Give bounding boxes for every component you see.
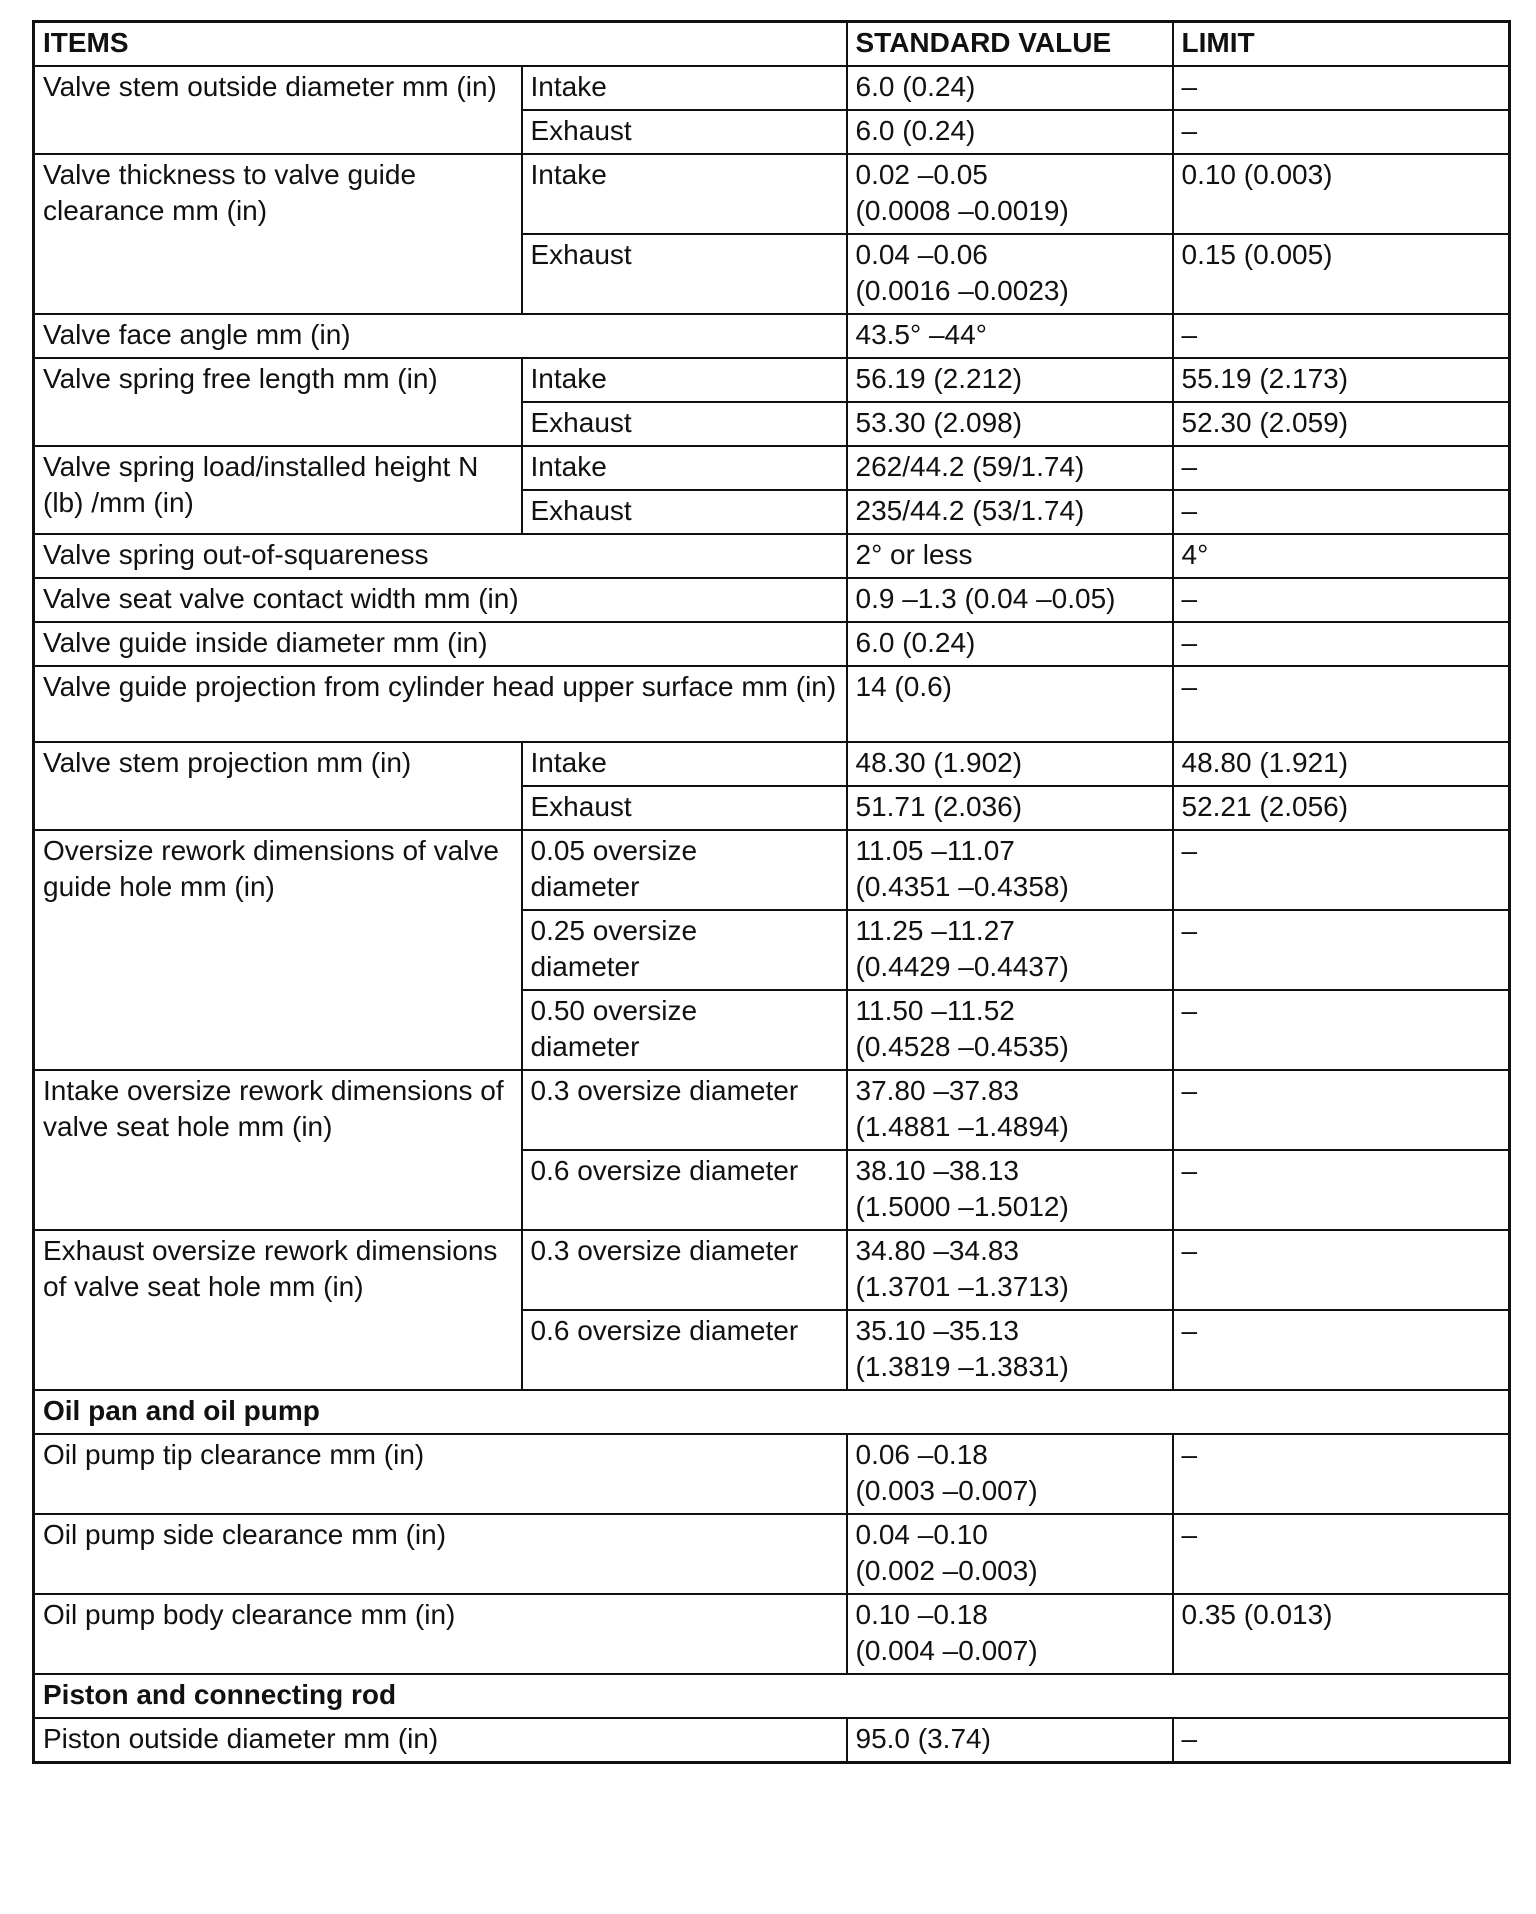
limit-value: 0.35 (0.013) (1173, 1594, 1510, 1674)
sub-item: Exhaust (522, 490, 847, 534)
header-row (34, 22, 1510, 67)
limit-value: – (1173, 446, 1510, 490)
limit-value: – (1173, 1310, 1510, 1390)
limit-value: – (1173, 990, 1510, 1070)
table-row (34, 1434, 1510, 1514)
sub-item: Intake (522, 66, 847, 110)
item-label: Valve spring free length mm (in) (34, 358, 522, 446)
standard-value: 38.10 –38.13 (1.5000 –1.5012) (847, 1150, 1173, 1230)
standard-value: 11.05 –11.07 (0.4351 –0.4358) (847, 830, 1173, 910)
limit-value: 0.10 (0.003) (1173, 154, 1510, 234)
standard-value: 11.50 –11.52 (0.4528 –0.4535) (847, 990, 1173, 1070)
limit-value: – (1173, 490, 1510, 534)
limit-value: – (1173, 314, 1510, 358)
limit-value: – (1173, 1514, 1510, 1594)
item-label: Valve guide projection from cylinder head upper surface mm (in) (34, 666, 847, 742)
limit-value: – (1173, 1070, 1510, 1150)
limit-value: 52.21 (2.056) (1173, 786, 1510, 830)
sub-item: Intake (522, 742, 847, 786)
item-label: Valve spring load/installed height N (lb) /mm (in) (34, 446, 522, 534)
item-label: Valve guide inside diameter mm (in) (34, 622, 847, 666)
table-row (34, 742, 1510, 786)
item-label: Intake oversize rework dimensions of valve seat hole mm (in) (34, 1070, 522, 1230)
limit-value: – (1173, 910, 1510, 990)
sub-item: 0.6 oversize diameter (522, 1150, 847, 1230)
standard-value: 0.10 –0.18 (0.004 –0.007) (847, 1594, 1173, 1674)
standard-value: 0.06 –0.18 (0.003 –0.007) (847, 1434, 1173, 1514)
sub-item: Exhaust (522, 786, 847, 830)
header-limit: LIMIT (1173, 22, 1510, 67)
sub-item: 0.05 oversize diameter (522, 830, 847, 910)
sub-item: Exhaust (522, 110, 847, 154)
limit-value: – (1173, 578, 1510, 622)
limit-value: – (1173, 666, 1510, 742)
table-row (34, 666, 1510, 742)
table-row (34, 1070, 1510, 1150)
limit-value: 4° (1173, 534, 1510, 578)
item-label: Valve stem outside diameter mm (in) (34, 66, 522, 154)
sub-item: Intake (522, 446, 847, 490)
table-row (34, 1230, 1510, 1310)
header-standard-value: STANDARD VALUE (847, 22, 1173, 67)
standard-value: 6.0 (0.24) (847, 622, 1173, 666)
sub-item: Intake (522, 358, 847, 402)
sub-item: 0.50 oversize diameter (522, 990, 847, 1070)
standard-value: 34.80 –34.83 (1.3701 –1.3713) (847, 1230, 1173, 1310)
sub-item: 0.3 oversize diameter (522, 1070, 847, 1150)
table-row (34, 622, 1510, 666)
limit-value: 52.30 (2.059) (1173, 402, 1510, 446)
standard-value: 37.80 –37.83 (1.4881 –1.4894) (847, 1070, 1173, 1150)
header-items: ITEMS (34, 22, 847, 67)
item-label: Oil pump side clearance mm (in) (34, 1514, 847, 1594)
table-row (34, 1594, 1510, 1674)
table-row (34, 1514, 1510, 1594)
standard-value: 6.0 (0.24) (847, 66, 1173, 110)
limit-value: – (1173, 830, 1510, 910)
sub-item: 0.6 oversize diameter (522, 1310, 847, 1390)
table-row (34, 578, 1510, 622)
section-row (34, 1674, 1510, 1718)
standard-value: 35.10 –35.13 (1.3819 –1.3831) (847, 1310, 1173, 1390)
table-row (34, 446, 1510, 490)
specification-table (32, 20, 1511, 1764)
standard-value: 0.9 –1.3 (0.04 –0.05) (847, 578, 1173, 622)
standard-value: 53.30 (2.098) (847, 402, 1173, 446)
item-label: Valve spring out-of-squareness (34, 534, 847, 578)
limit-value: – (1173, 1718, 1510, 1763)
sub-item: Intake (522, 154, 847, 234)
table-row (34, 314, 1510, 358)
standard-value: 95.0 (3.74) (847, 1718, 1173, 1763)
standard-value: 0.04 –0.10 (0.002 –0.003) (847, 1514, 1173, 1594)
sub-item: Exhaust (522, 234, 847, 314)
standard-value: 48.30 (1.902) (847, 742, 1173, 786)
limit-value: – (1173, 1434, 1510, 1514)
limit-value: 0.15 (0.005) (1173, 234, 1510, 314)
item-label: Oil pump body clearance mm (in) (34, 1594, 847, 1674)
section-row (34, 1390, 1510, 1434)
standard-value: 235/44.2 (53/1.74) (847, 490, 1173, 534)
item-label: Oil pump tip clearance mm (in) (34, 1434, 847, 1514)
item-label: Valve seat valve contact width mm (in) (34, 578, 847, 622)
limit-value: – (1173, 66, 1510, 110)
table-row (34, 534, 1510, 578)
limit-value: – (1173, 110, 1510, 154)
standard-value: 56.19 (2.212) (847, 358, 1173, 402)
standard-value: 43.5° –44° (847, 314, 1173, 358)
standard-value: 51.71 (2.036) (847, 786, 1173, 830)
table-row (34, 1718, 1510, 1763)
sub-item: 0.3 oversize diameter (522, 1230, 847, 1310)
table-row (34, 154, 1510, 234)
table-row (34, 66, 1510, 110)
item-label: Valve thickness to valve guide clearance mm (in) (34, 154, 522, 314)
standard-value: 14 (0.6) (847, 666, 1173, 742)
section-heading-piston: Piston and connecting rod (34, 1674, 1510, 1718)
standard-value: 11.25 –11.27 (0.4429 –0.4437) (847, 910, 1173, 990)
item-label: Oversize rework dimensions of valve guide hole mm (in) (34, 830, 522, 1070)
standard-value: 0.04 –0.06 (0.0016 –0.0023) (847, 234, 1173, 314)
standard-value: 0.02 –0.05 (0.0008 –0.0019) (847, 154, 1173, 234)
standard-value: 262/44.2 (59/1.74) (847, 446, 1173, 490)
table-row (34, 358, 1510, 402)
item-label: Valve stem projection mm (in) (34, 742, 522, 830)
limit-value: 55.19 (2.173) (1173, 358, 1510, 402)
item-label: Valve face angle mm (in) (34, 314, 847, 358)
sub-item: 0.25 oversize diameter (522, 910, 847, 990)
item-label: Exhaust oversize rework dimensions of valve seat hole mm (in) (34, 1230, 522, 1390)
limit-value: – (1173, 1150, 1510, 1230)
standard-value: 2° or less (847, 534, 1173, 578)
standard-value: 6.0 (0.24) (847, 110, 1173, 154)
limit-value: – (1173, 622, 1510, 666)
table-row (34, 830, 1510, 910)
sub-item: Exhaust (522, 402, 847, 446)
limit-value: – (1173, 1230, 1510, 1310)
item-label: Piston outside diameter mm (in) (34, 1718, 847, 1763)
section-heading-oil-pan: Oil pan and oil pump (34, 1390, 1510, 1434)
limit-value: 48.80 (1.921) (1173, 742, 1510, 786)
